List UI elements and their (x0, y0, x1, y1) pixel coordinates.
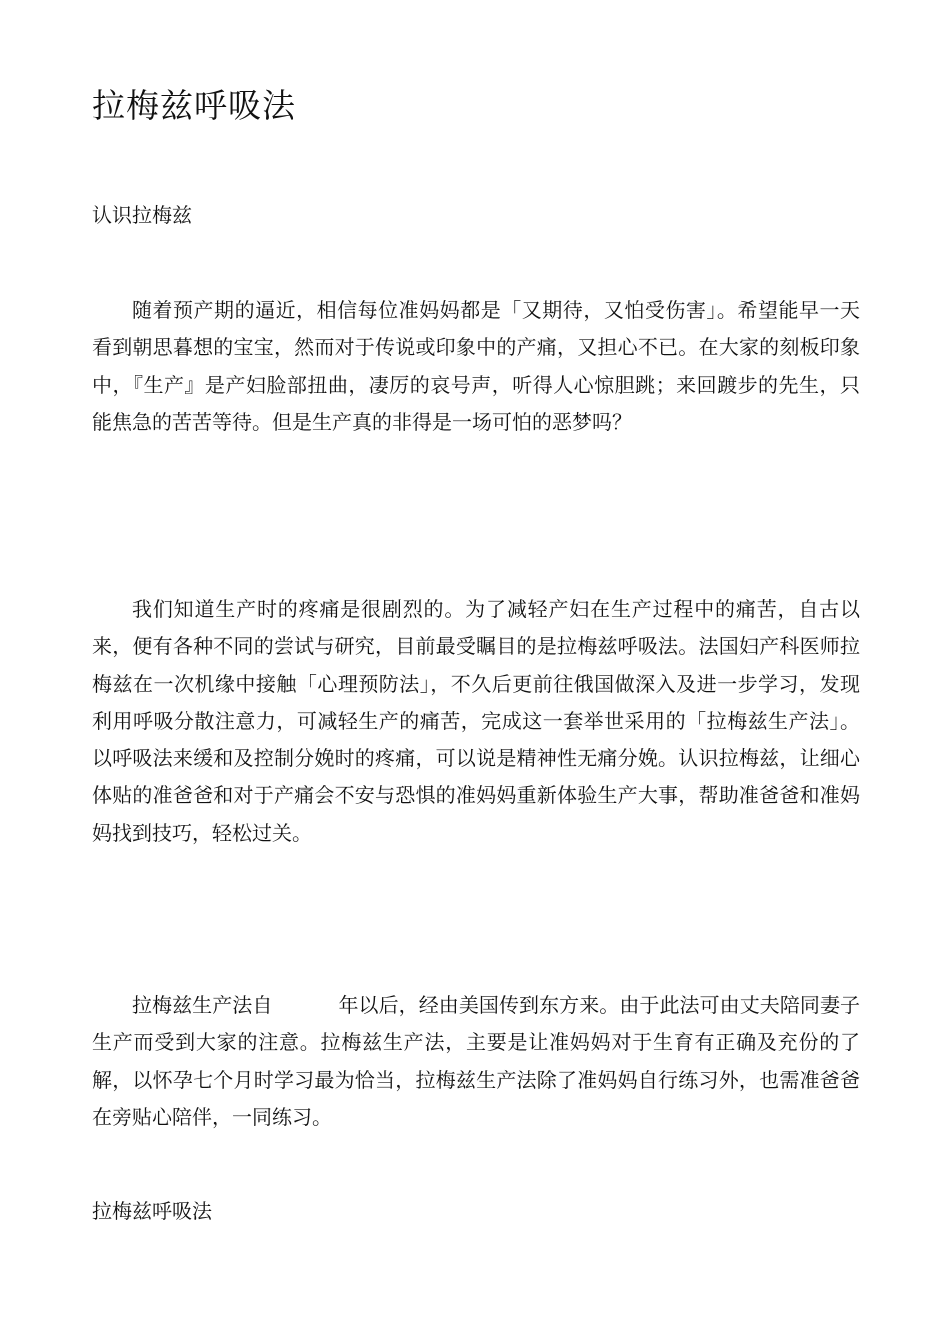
paragraph-1: 随着预产期的逼近，相信每位准妈妈都是「又期待，又怕受伤害」。希望能早一天看到朝思暮想的宝宝，然而对于传说或印象中的产痛，又担心不已。在大家的刻板印象中，『生产』是产妇脸部扭曲，凄厉的哀号声，听得人心惊胆跳；来回踱步的先生，只能焦急的苦苦等待。但是生产真的非得是一场可怕的恶梦吗？ (92, 298, 860, 434)
document-title: 拉梅兹呼吸法 (92, 86, 296, 125)
paragraph-3-rest: 年以后，经由美国传到东方来。由于此法可由丈夫陪同妻子生产而受到大家的注意。拉梅兹生产法，主要是让准妈妈对于生育有正确及充份的了解，以怀孕七个月时学习最为恰当，拉梅兹生产法除了准妈妈自行练习外，也需准爸爸在旁贴心陪伴，一同练习。 (92, 993, 861, 1129)
paragraph-3-lead: 拉梅兹生产法自 (132, 993, 273, 1017)
section-heading-intro: 认识拉梅兹 (92, 203, 192, 227)
section-heading-breathing: 拉梅兹呼吸法 (92, 1199, 212, 1223)
paragraph-3 (92, 987, 860, 1136)
paragraph-2: 我们知道生产时的疼痛是很剧烈的。为了减轻产妇在生产过程中的痛苦，自古以来，便有各种不同的尝试与研究，目前最受瞩目的是拉梅兹呼吸法。法国妇产科医师拉梅兹在一次机缘中接触「心理预防法」，不久后更前往俄国做深入及进一步学习，发现利用呼吸分散注意力，可减轻生产的痛苦，完成这一套举世采用的「拉梅兹生产法」。以呼吸法来缓和及控制分娩时的疼痛，可以说是精神性无痛分娩。认识拉梅兹，让细心体贴的准爸爸和对于产痛会不安与恐惧的准妈妈重新体验生产大事，帮助准爸爸和准妈妈找到技巧，轻松过关。 (92, 597, 860, 845)
